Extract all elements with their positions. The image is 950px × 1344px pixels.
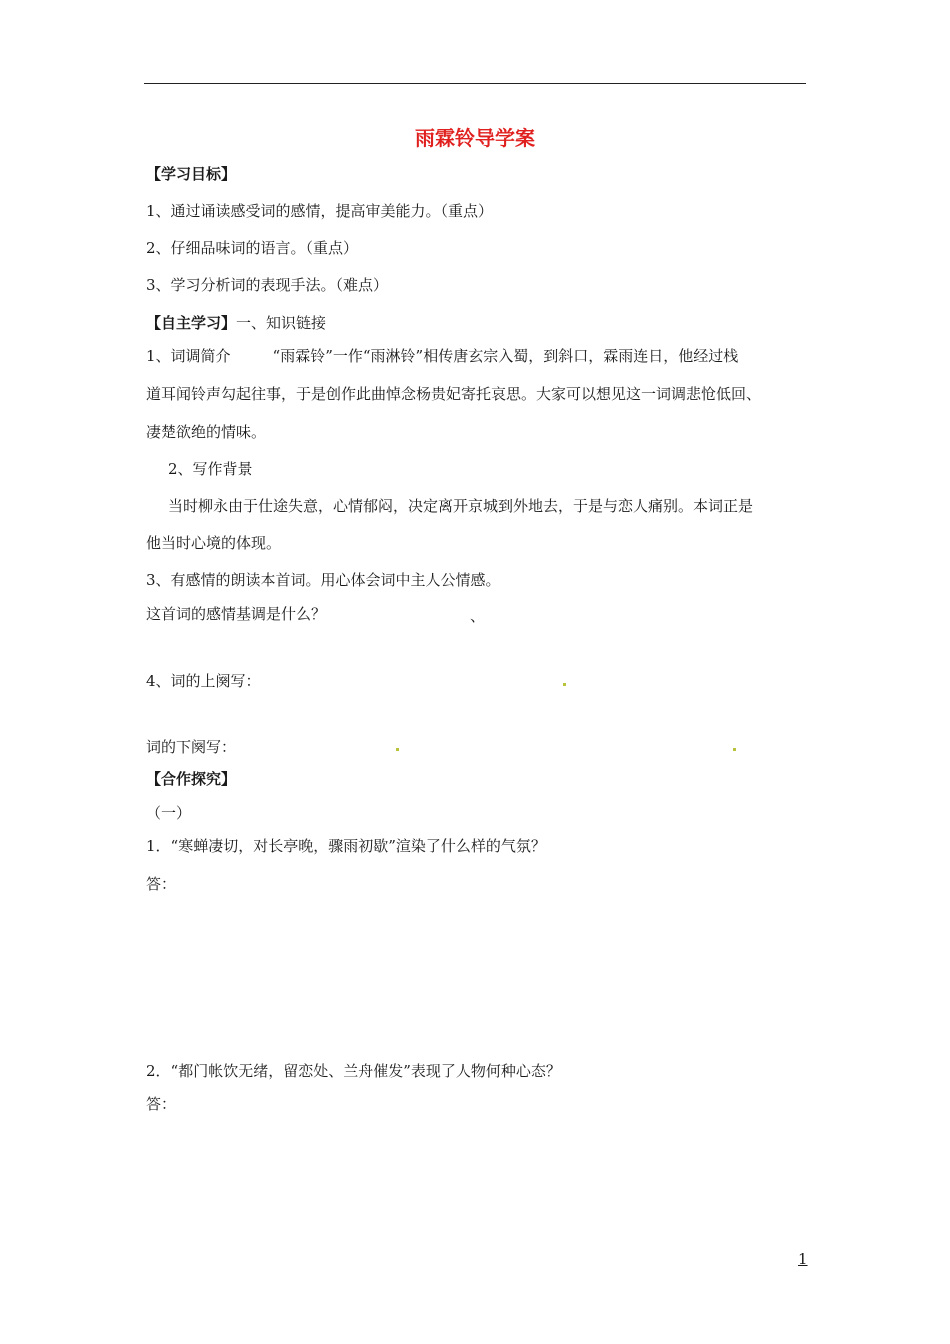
background-line-2: 他当时心境的体现。	[146, 534, 282, 552]
keynote-question: 这首词的感情基调是什么？	[146, 605, 327, 623]
cooperation-heading: 【合作探究】	[146, 770, 237, 788]
objectives-heading: 【学习目标】	[146, 165, 237, 183]
background-label: 2、写作背景	[168, 460, 253, 478]
self-study-heading: 【自主学习】	[146, 314, 237, 332]
answer-2-label: 答：	[146, 1095, 177, 1113]
answer-dot	[733, 748, 736, 751]
upper-stanza-prompt: 4、词的上阕写：	[146, 672, 261, 690]
section-label: （一）	[146, 804, 192, 822]
answer-dot	[396, 748, 399, 751]
cipai-intro-text-1: “雨霖铃”一作“雨淋铃”相传唐玄宗入蜀，到斜口，霖雨连日，他经过栈	[272, 347, 739, 365]
page-title: 雨霖铃导学案	[415, 126, 535, 150]
knowledge-link-subheading: 一、知识链接	[236, 314, 327, 332]
cipai-intro-label: 1、词调简介	[146, 347, 231, 365]
answer-1-label: 答：	[146, 875, 177, 893]
self-study-heading-line	[146, 313, 326, 333]
question-1: 1．“寒蝉凄切，对长亭晚，骤雨初歇”渲染了什么样的气氛？	[146, 837, 546, 855]
question-2: 2．“都门帐饮无绪，留恋处、兰舟催发”表现了人物何种心态？	[146, 1062, 561, 1080]
answer-dot	[563, 683, 566, 686]
page-number: 1	[798, 1250, 808, 1268]
background-line-1: 当时柳永由于仕途失意，心情郁闷，决定离开京城到外地去，于是与恋人痛别。本词正是	[168, 497, 754, 515]
cipai-intro-line-2: 道耳闻铃声勾起往事，于是创作此曲悼念杨贵妃寄托哀思。大家可以想见这一词调悲怆低回、	[146, 385, 762, 403]
objective-item-1: 1、通过诵读感受词的感情，提高审美能力。（重点）	[146, 202, 494, 220]
cipai-intro-line-1	[146, 346, 738, 366]
objective-item-2: 2、仔细品味词的语言。（重点）	[146, 239, 359, 257]
objective-item-3: 3、学习分析词的表现手法。（难点）	[146, 276, 389, 294]
reading-task: 3、有感情的朗读本首词。用心体会词中主人公情感。	[146, 571, 501, 589]
header-rule	[144, 83, 806, 84]
keynote-mark: 、	[470, 607, 486, 625]
lower-stanza-prompt: 词的下阕写：	[146, 738, 237, 756]
cipai-intro-line-3: 凄楚欲绝的情味。	[146, 423, 267, 441]
